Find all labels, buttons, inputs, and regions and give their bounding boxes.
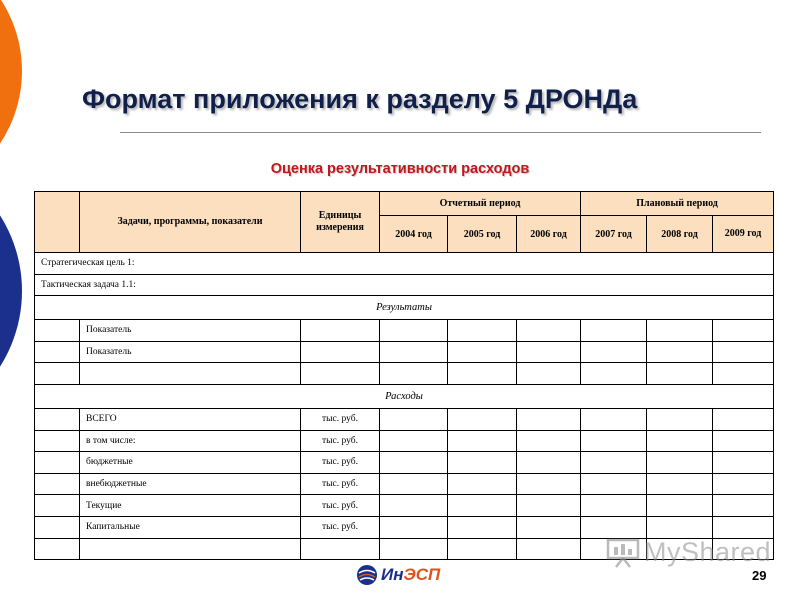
year-value-cell bbox=[647, 452, 713, 474]
indicator-label: Капитальные bbox=[80, 516, 301, 538]
year-value-cell bbox=[581, 430, 647, 452]
year-value-cell bbox=[517, 341, 581, 363]
expenses-row bbox=[35, 495, 774, 517]
year-value-cell bbox=[448, 408, 517, 430]
row-index-cell bbox=[35, 430, 80, 452]
year-value-cell bbox=[581, 320, 647, 342]
year-value-cell bbox=[581, 408, 647, 430]
table-subtitle: Оценка результативности расходов bbox=[270, 161, 530, 177]
presentation-board-icon bbox=[606, 538, 640, 568]
expenses-row bbox=[35, 473, 774, 495]
row-index-cell bbox=[35, 341, 80, 363]
results-row bbox=[35, 341, 774, 363]
year-value-cell bbox=[380, 495, 448, 517]
year-value-cell bbox=[517, 320, 581, 342]
year-value-cell bbox=[647, 516, 713, 538]
year-value-cell bbox=[517, 408, 581, 430]
results-section-row bbox=[35, 296, 774, 320]
header-units: Единицы измерения bbox=[301, 192, 380, 253]
year-value-cell bbox=[380, 516, 448, 538]
year-value-cell bbox=[581, 452, 647, 474]
year-value-cell bbox=[448, 495, 517, 517]
logo-text: ИнЭСП bbox=[381, 565, 441, 584]
year-value-cell bbox=[713, 452, 774, 474]
unit-cell: тыс. руб. bbox=[301, 516, 380, 538]
expenses-effectiveness-table bbox=[34, 191, 774, 560]
year-value-cell bbox=[380, 473, 448, 495]
year-value-cell bbox=[713, 473, 774, 495]
row-index-cell bbox=[35, 320, 80, 342]
year-value-cell bbox=[647, 473, 713, 495]
year-value-cell bbox=[448, 516, 517, 538]
indicator-label bbox=[80, 363, 301, 385]
unit-cell bbox=[301, 538, 380, 560]
year-value-cell bbox=[647, 430, 713, 452]
year-value-cell bbox=[713, 430, 774, 452]
indicator-label: Текущие bbox=[80, 495, 301, 517]
year-value-cell bbox=[647, 495, 713, 517]
globe-logo-icon bbox=[356, 564, 378, 586]
header-year: 2008 год bbox=[647, 216, 713, 253]
year-value-cell bbox=[581, 516, 647, 538]
year-value-cell bbox=[647, 341, 713, 363]
expenses-section-label: Расходы bbox=[35, 384, 774, 408]
year-value-cell bbox=[380, 408, 448, 430]
indicator-label: бюджетные bbox=[80, 452, 301, 474]
row-index-cell bbox=[35, 408, 80, 430]
unit-cell: тыс. руб. bbox=[301, 452, 380, 474]
year-value-cell bbox=[380, 320, 448, 342]
year-value-cell bbox=[380, 363, 448, 385]
year-value-cell bbox=[517, 473, 581, 495]
year-value-cell bbox=[448, 538, 517, 560]
year-value-cell bbox=[581, 363, 647, 385]
unit-cell: тыс. руб. bbox=[301, 473, 380, 495]
row-index-cell bbox=[35, 516, 80, 538]
year-value-cell bbox=[380, 452, 448, 474]
page-number: 29 bbox=[752, 568, 767, 583]
title-divider bbox=[120, 132, 761, 133]
tactical-task-label: Тактическая задача 1.1: bbox=[35, 274, 774, 296]
year-value-cell bbox=[647, 320, 713, 342]
year-value-cell bbox=[380, 341, 448, 363]
header-year: 2005 год bbox=[448, 216, 517, 253]
results-row bbox=[35, 363, 774, 385]
row-index-cell bbox=[35, 363, 80, 385]
year-value-cell bbox=[448, 473, 517, 495]
slide-title: Формат приложения к разделу 5 ДРОНДа bbox=[82, 84, 638, 114]
year-value-cell bbox=[713, 341, 774, 363]
header-year: 2004 год bbox=[380, 216, 448, 253]
header-year: 2006 год bbox=[517, 216, 581, 253]
indicator-label bbox=[80, 538, 301, 560]
header-reporting-period: Отчетный период bbox=[380, 192, 581, 216]
row-index-cell bbox=[35, 473, 80, 495]
row-index-cell bbox=[35, 452, 80, 474]
expenses-row bbox=[35, 408, 774, 430]
header-year: 2007 год bbox=[581, 216, 647, 253]
myshared-watermark bbox=[606, 537, 771, 568]
year-value-cell bbox=[448, 363, 517, 385]
year-value-cell bbox=[448, 341, 517, 363]
indicator-label: в том числе: bbox=[80, 430, 301, 452]
unit-cell: тыс. руб. bbox=[301, 408, 380, 430]
year-value-cell bbox=[517, 452, 581, 474]
year-value-cell bbox=[517, 430, 581, 452]
expenses-row bbox=[35, 452, 774, 474]
strategic-goal-label: Стратегическая цель 1: bbox=[35, 253, 774, 275]
year-value-cell bbox=[517, 363, 581, 385]
unit-cell bbox=[301, 320, 380, 342]
unit-cell: тыс. руб. bbox=[301, 430, 380, 452]
header-empty-cell bbox=[35, 192, 80, 253]
expenses-row bbox=[35, 516, 774, 538]
header-planned-period: Плановый период bbox=[581, 192, 774, 216]
results-section-label: Результаты bbox=[35, 296, 774, 320]
year-value-cell bbox=[380, 430, 448, 452]
year-value-cell bbox=[647, 408, 713, 430]
expenses-section-row bbox=[35, 384, 774, 408]
year-value-cell bbox=[517, 516, 581, 538]
header-row-1 bbox=[35, 192, 774, 216]
indicator-label: внебюджетные bbox=[80, 473, 301, 495]
year-value-cell bbox=[517, 495, 581, 517]
row-index-cell bbox=[35, 495, 80, 517]
unit-cell bbox=[301, 363, 380, 385]
year-value-cell bbox=[647, 363, 713, 385]
year-value-cell bbox=[713, 363, 774, 385]
year-value-cell bbox=[581, 341, 647, 363]
indicator-label: ВСЕГО bbox=[80, 408, 301, 430]
indicator-label: Показатель bbox=[80, 320, 301, 342]
unit-cell bbox=[301, 341, 380, 363]
header-year: 2009 год bbox=[713, 216, 774, 253]
tactical-task-row bbox=[35, 274, 774, 296]
results-row bbox=[35, 320, 774, 342]
year-value-cell bbox=[517, 538, 581, 560]
year-value-cell bbox=[713, 408, 774, 430]
year-value-cell bbox=[581, 495, 647, 517]
insp-logo bbox=[356, 564, 440, 586]
indicator-label: Показатель bbox=[80, 341, 301, 363]
year-value-cell bbox=[380, 538, 448, 560]
year-value-cell bbox=[448, 430, 517, 452]
year-value-cell bbox=[713, 320, 774, 342]
year-value-cell bbox=[448, 320, 517, 342]
year-value-cell bbox=[713, 495, 774, 517]
year-value-cell bbox=[581, 473, 647, 495]
decorative-blue-arc bbox=[0, 150, 22, 432]
unit-cell: тыс. руб. bbox=[301, 495, 380, 517]
decorative-orange-arc bbox=[0, 0, 22, 202]
expenses-row bbox=[35, 430, 774, 452]
row-index-cell bbox=[35, 538, 80, 560]
year-value-cell bbox=[713, 516, 774, 538]
strategic-goal-row bbox=[35, 253, 774, 275]
header-tasks: Задачи, программы, показатели bbox=[80, 192, 301, 253]
year-value-cell bbox=[448, 452, 517, 474]
watermark-text: MyShared bbox=[644, 537, 772, 567]
